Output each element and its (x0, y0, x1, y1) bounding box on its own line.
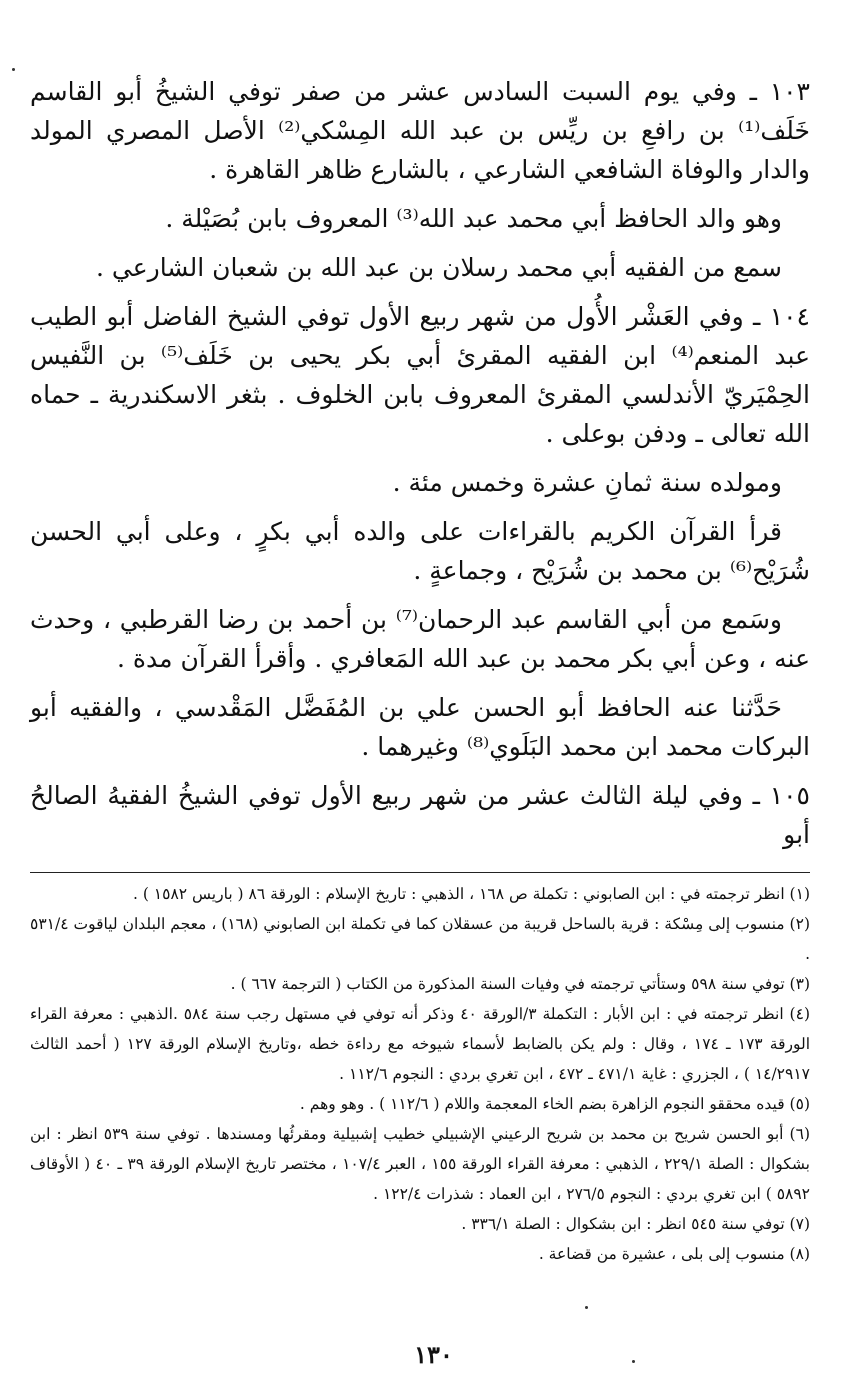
paragraph-heard-abu-qasim: وسَمع من أبي القاسم عبد الرحمان⁽⁷⁾ بن أحمد بن رضا القرطبي ، وحدث عنه ، وعن أبي بكر محمد بن عبد الله المَعافري . وأقرأ القرآن مدة . (30, 605, 810, 673)
entry-103: ١٠٣ ـ وفي يوم السبت السادس عشر من صفر توفي الشيخُ أبو القاسم خَلَف⁽¹⁾ بن رافعِ بن ريِّس بن عبد الله المِسْكي⁽²⁾ الأصل المصري المولد والدار والوفاة الشافعي الشارعي ، بالشارع ظاهر القاهرة . (30, 77, 810, 184)
footnote-7: (٧) توفي سنة ٥٤٥ انظر : ابن بشكوال : الصلة ٣٣٦/١ . (461, 1215, 810, 1233)
footnotes (30, 879, 810, 1269)
entry-104: ١٠٤ ـ وفي العَشْر الأُول من شهر ربيع الأول توفي الشيخ الفاضل أبو الطيب عبد المنعم⁽⁴⁾ ابن الفقيه المقرئ أبي بكر يحيى بن خَلَف⁽⁵⁾ بن النَّفيس الحِمْيَريّ الأندلسي المقرئ المعروف بابن الخلوف . بثغر الاسكندرية ـ حماه الله تعالى ـ ودفن بوعلى . (30, 302, 810, 448)
scan-speck (12, 68, 15, 71)
entry-105: ١٠٥ ـ وفي ليلة الثالث عشر من شهر ربيع الأول توفي الشيخُ الفقيهُ الصالحُ أبو (30, 781, 810, 849)
paragraph-heard-from: سمع من الفقيه أبي محمد رسلان بن عبد الله بن شعبان الشارعي . (95, 253, 782, 282)
scan-speck (632, 1360, 635, 1363)
paragraph-birth: ومولده سنة ثمانِ عشرة وخمس مئة . (392, 468, 782, 497)
paragraph-narrated-from-him: حَدَّثنا عنه الحافظ أبو الحسن علي بن المُفَضَّل المَقْدسي ، والفقيه أبو البركات محمد ابن محمد البَلَوي⁽⁸⁾ وغيرهما . (30, 693, 810, 761)
footnote-1: (١) انظر ترجمته في : ابن الصابوني : تكملة ص ١٦٨ ، الذهبي : تاريخ الإسلام : الورقة ٨٦ ( باريس ١٥٨٢ ) . (132, 885, 810, 903)
footnote-5: (٥) قيده محققو النجوم الزاهرة بضم الخاء المعجمة واللام ( ١١٢/٦ ) . وهو وهم . (299, 1095, 810, 1113)
footnote-8: (٨) منسوب إلى بلى ، عشيرة من قضاعة . (538, 1245, 810, 1263)
page-content (30, 72, 810, 1269)
paragraph-father-of: وهو والد الحافظ أبي محمد عبد الله⁽³⁾ المعروف بابن بُصَيْلة . (165, 204, 782, 233)
main-text (30, 72, 810, 864)
paragraph-studied-quran: قرأ القرآن الكريم بالقراءات على والده أبي بكرٍ ، وعلى أبي الحسن شُرَيْح⁽⁶⁾ بن محمد بن شُرَيْح ، وجماعةٍ . (30, 517, 810, 585)
footnote-6: (٦) أبو الحسن شريح بن محمد بن شريح الرعيني الإشبيلي خطيب إشبيلية ومقرئُها ومسندها . توفي سنة ٥٣٩ انظر : ابن بشكوال : الصلة ٢٢٩/١ ، الذهبي : معرفة القراء الورقة ١٥٥ ، العبر ١٠٧/٤ ، مختصر تاريخ الإسلام الورقة ٣٩ ـ ٤٠ ( الأوقاف ٥٨٩٢ ) ابن تغري بردي : النجوم ٢٧٦/٥ ، ابن العماد : شذرات ١٢٢/٤ . (30, 1125, 810, 1203)
footnote-4: (٤) انظر ترجمته في : ابن الأبار : التكملة ٣/الورقة ٤٠ وذكر أنه توفي في مستهل رجب سنة ٥٨٤ .الذهبي : معرفة القراء الورقة ١٧٣ ـ ١٧٤ ، وقال : ولم يكن بالضابط لأسماء شيوخه مع رداءة خطه ،وتاريخ الإسلام الورقة ١٢٧ ( أحمد الثالث ١٤/٢٩١٧ ) ، الجزري : غاية ٤٧١/١ ـ ٤٧٢ ، ابن تغري بردي : النجوم ١١٢/٦ . (30, 1005, 810, 1083)
footnote-divider (30, 872, 810, 873)
footnote-2: (٢) منسوب إلى مِسْكة : قرية بالساحل قريبة من عسقلان كما في تكملة ابن الصابوني (١٦٨) ، معجم البلدان لياقوت ٥٣١/٤ . (30, 915, 810, 963)
footnote-3: (٣) توفي سنة ٥٩٨ وستأتي ترجمته في وفيات السنة المذكورة من الكتاب ( الترجمة ٦٦٧ ) . (230, 975, 810, 993)
page-number: ١٣٠ (414, 1340, 453, 1369)
scan-speck (585, 1306, 588, 1309)
